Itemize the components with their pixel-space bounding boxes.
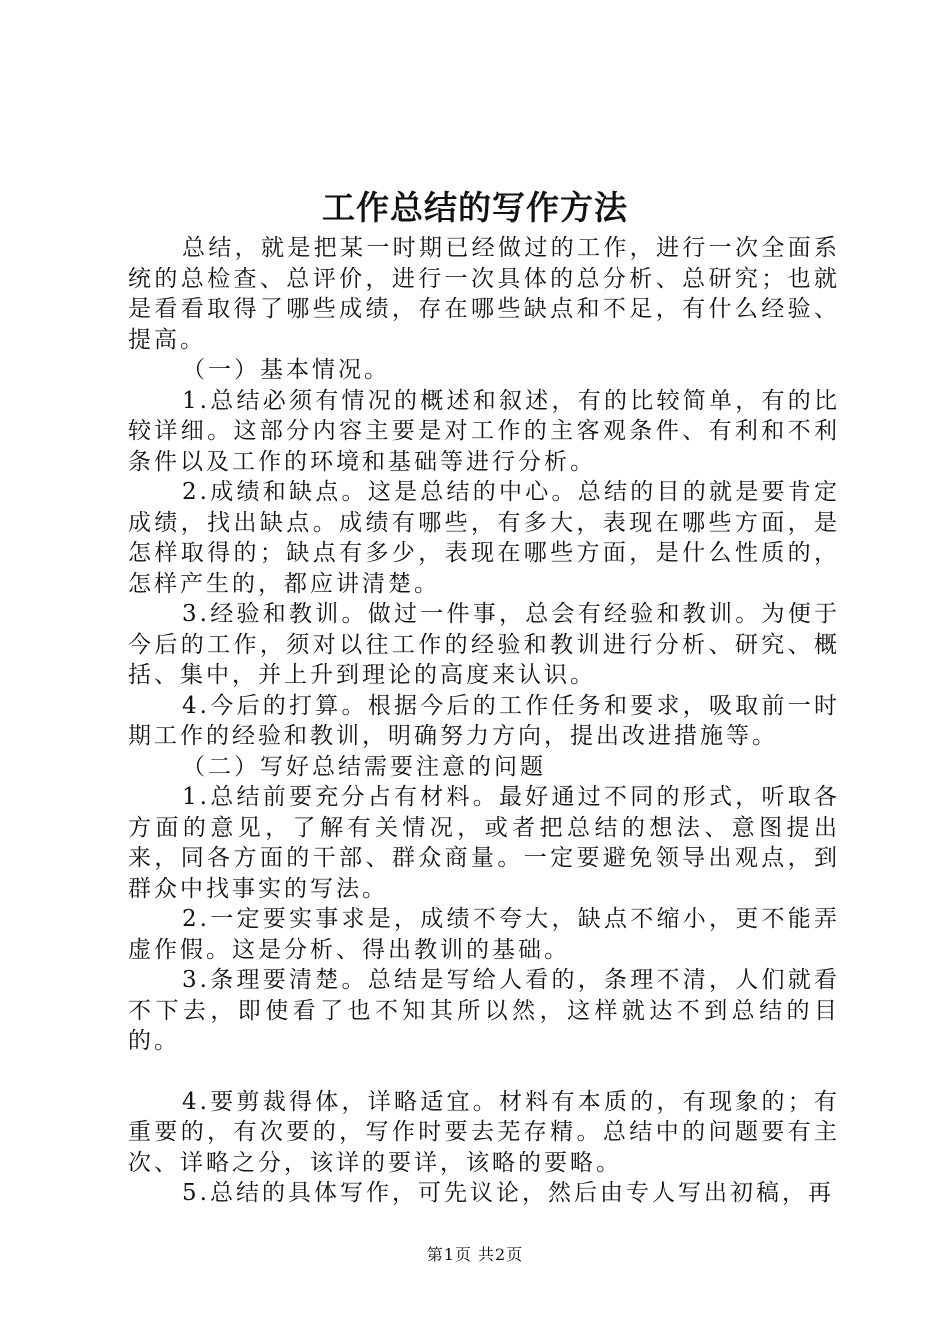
- intro-paragraph: 总结，就是把某一时期已经做过的工作，进行一次全面系统的总检查、总评价，进行一次具体的总分析、总研究；也就是看看取得了哪些成绩，存在哪些缺点和不足，有什么经验、提高。: [128, 235, 840, 353]
- paragraph-item: 2.一定要实事求是，成绩不夸大，缺点不缩小，更不能弄虚作假。这是分析、得出教训的基础。: [128, 906, 840, 963]
- section-heading-basic: （一）基本情况。: [182, 357, 390, 383]
- paragraph-item: 3.经验和教训。做过一件事，总会有经验和教训。为便于今后的工作，须对以往工作的经验和教训进行分析、研究、概括、集中，并上升到理论的高度来认识。: [128, 601, 840, 688]
- paragraph-item: 1.总结必须有情况的概述和叙述，有的比较简单，有的比较详细。这部分内容主要是对工作的主客观条件、有利和不利条件以及工作的环境和基础等进行分析。: [128, 387, 840, 475]
- paragraph-item: 2.成绩和缺点。这是总结的中心。总结的目的就是要肯定成绩，找出缺点。成绩有哪些，有多大，表现在哪些方面，是怎样取得的；缺点有多少，表现在哪些方面，是什么性质的，怎样产生的，都应讲清楚。: [128, 479, 840, 597]
- paragraph-item: 5.总结的具体写作，可先议论，然后由专人写出初稿，再: [182, 1180, 834, 1206]
- paragraph-item: 4.今后的打算。根据今后的工作任务和要求，吸取前一时期工作的经验和教训，明确努力方向，提出改进措施等。: [128, 692, 840, 749]
- page-footer: 第1页 共2页: [426, 1245, 524, 1264]
- section-heading-notes: （二）写好总结需要注意的问题: [182, 753, 546, 780]
- paragraph-item: 4.要剪裁得体，详略适宜。材料有本质的，有现象的；有重要的，有次要的，写作时要去芜存精。总结中的问题要有主次、详略之分，该详的要详，该略的要略。: [128, 1088, 840, 1176]
- document-title: 工作总结的写作方法: [322, 188, 628, 227]
- paragraph-item: 1.总结前要充分占有材料。最好通过不同的形式，听取各方面的意见，了解有关情况，或者把总结的想法、意图提出来，同各方面的干部、群众商量。一定要避免领导出观点，到群众中找事实的写法。: [128, 784, 840, 902]
- document-body: [128, 233, 840, 1209]
- paragraph-item: 3.条理要清楚。总结是写给人看的，条理不清，人们就看不下去，即使看了也不知其所以然，这样就达不到总结的目的。: [128, 967, 840, 1054]
